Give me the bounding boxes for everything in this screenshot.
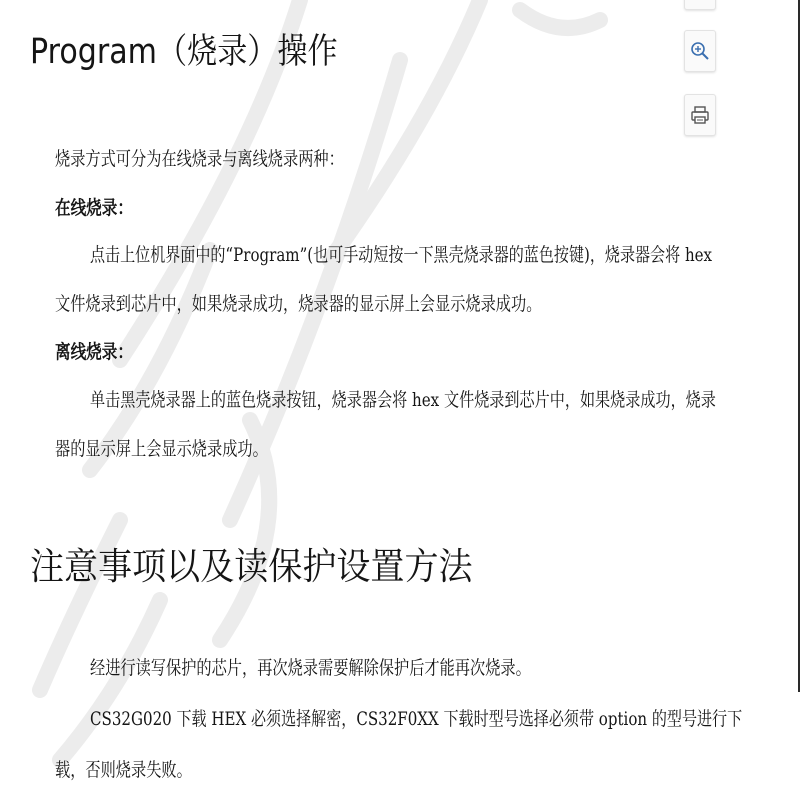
notes-line1: 经进行读写保护的芯片，再次烧录需要解除保护后才能再次烧录。 [90, 657, 531, 679]
offline-paragraph-line1: 单击黑壳烧录器上的蓝色烧录按钮，烧录器会将 hex 文件烧录到芯片中，如果烧录成功，烧录 [90, 389, 716, 411]
online-paragraph-line1: 点击上位机界面中的“Program”(也可手动短按一下黑壳烧录器的蓝色按键)，烧录器会将 hex [90, 244, 713, 266]
offline-heading: 离线烧录： [55, 341, 133, 363]
online-heading: 在线烧录： [55, 197, 133, 219]
offline-paragraph-line2: 器的显示屏上会显示烧录成功。 [55, 438, 268, 460]
program-intro: 烧录方式可分为在线烧录与离线烧录两种： [55, 148, 344, 170]
zoom-in-button[interactable] [684, 30, 716, 72]
toolbar-button-top[interactable] [684, 0, 716, 10]
online-paragraph-line2: 文件烧录到芯片中，如果烧录成功，烧录器的显示屏上会显示烧录成功。 [55, 293, 542, 315]
zoom-in-icon [689, 40, 711, 62]
print-button[interactable] [684, 94, 716, 136]
print-icon [689, 104, 711, 126]
section-title-program: Program（烧录）操作 [30, 32, 338, 72]
section-title-notes: 注意事项以及读保护设置方法 [30, 545, 473, 588]
notes-line3: 载，否则烧录失败。 [55, 759, 192, 781]
notes-line2: CS32G020 下载 HEX 必须选择解密，CS32F0XX 下载时型号选择必须带 option 的型号进行下 [90, 708, 743, 730]
